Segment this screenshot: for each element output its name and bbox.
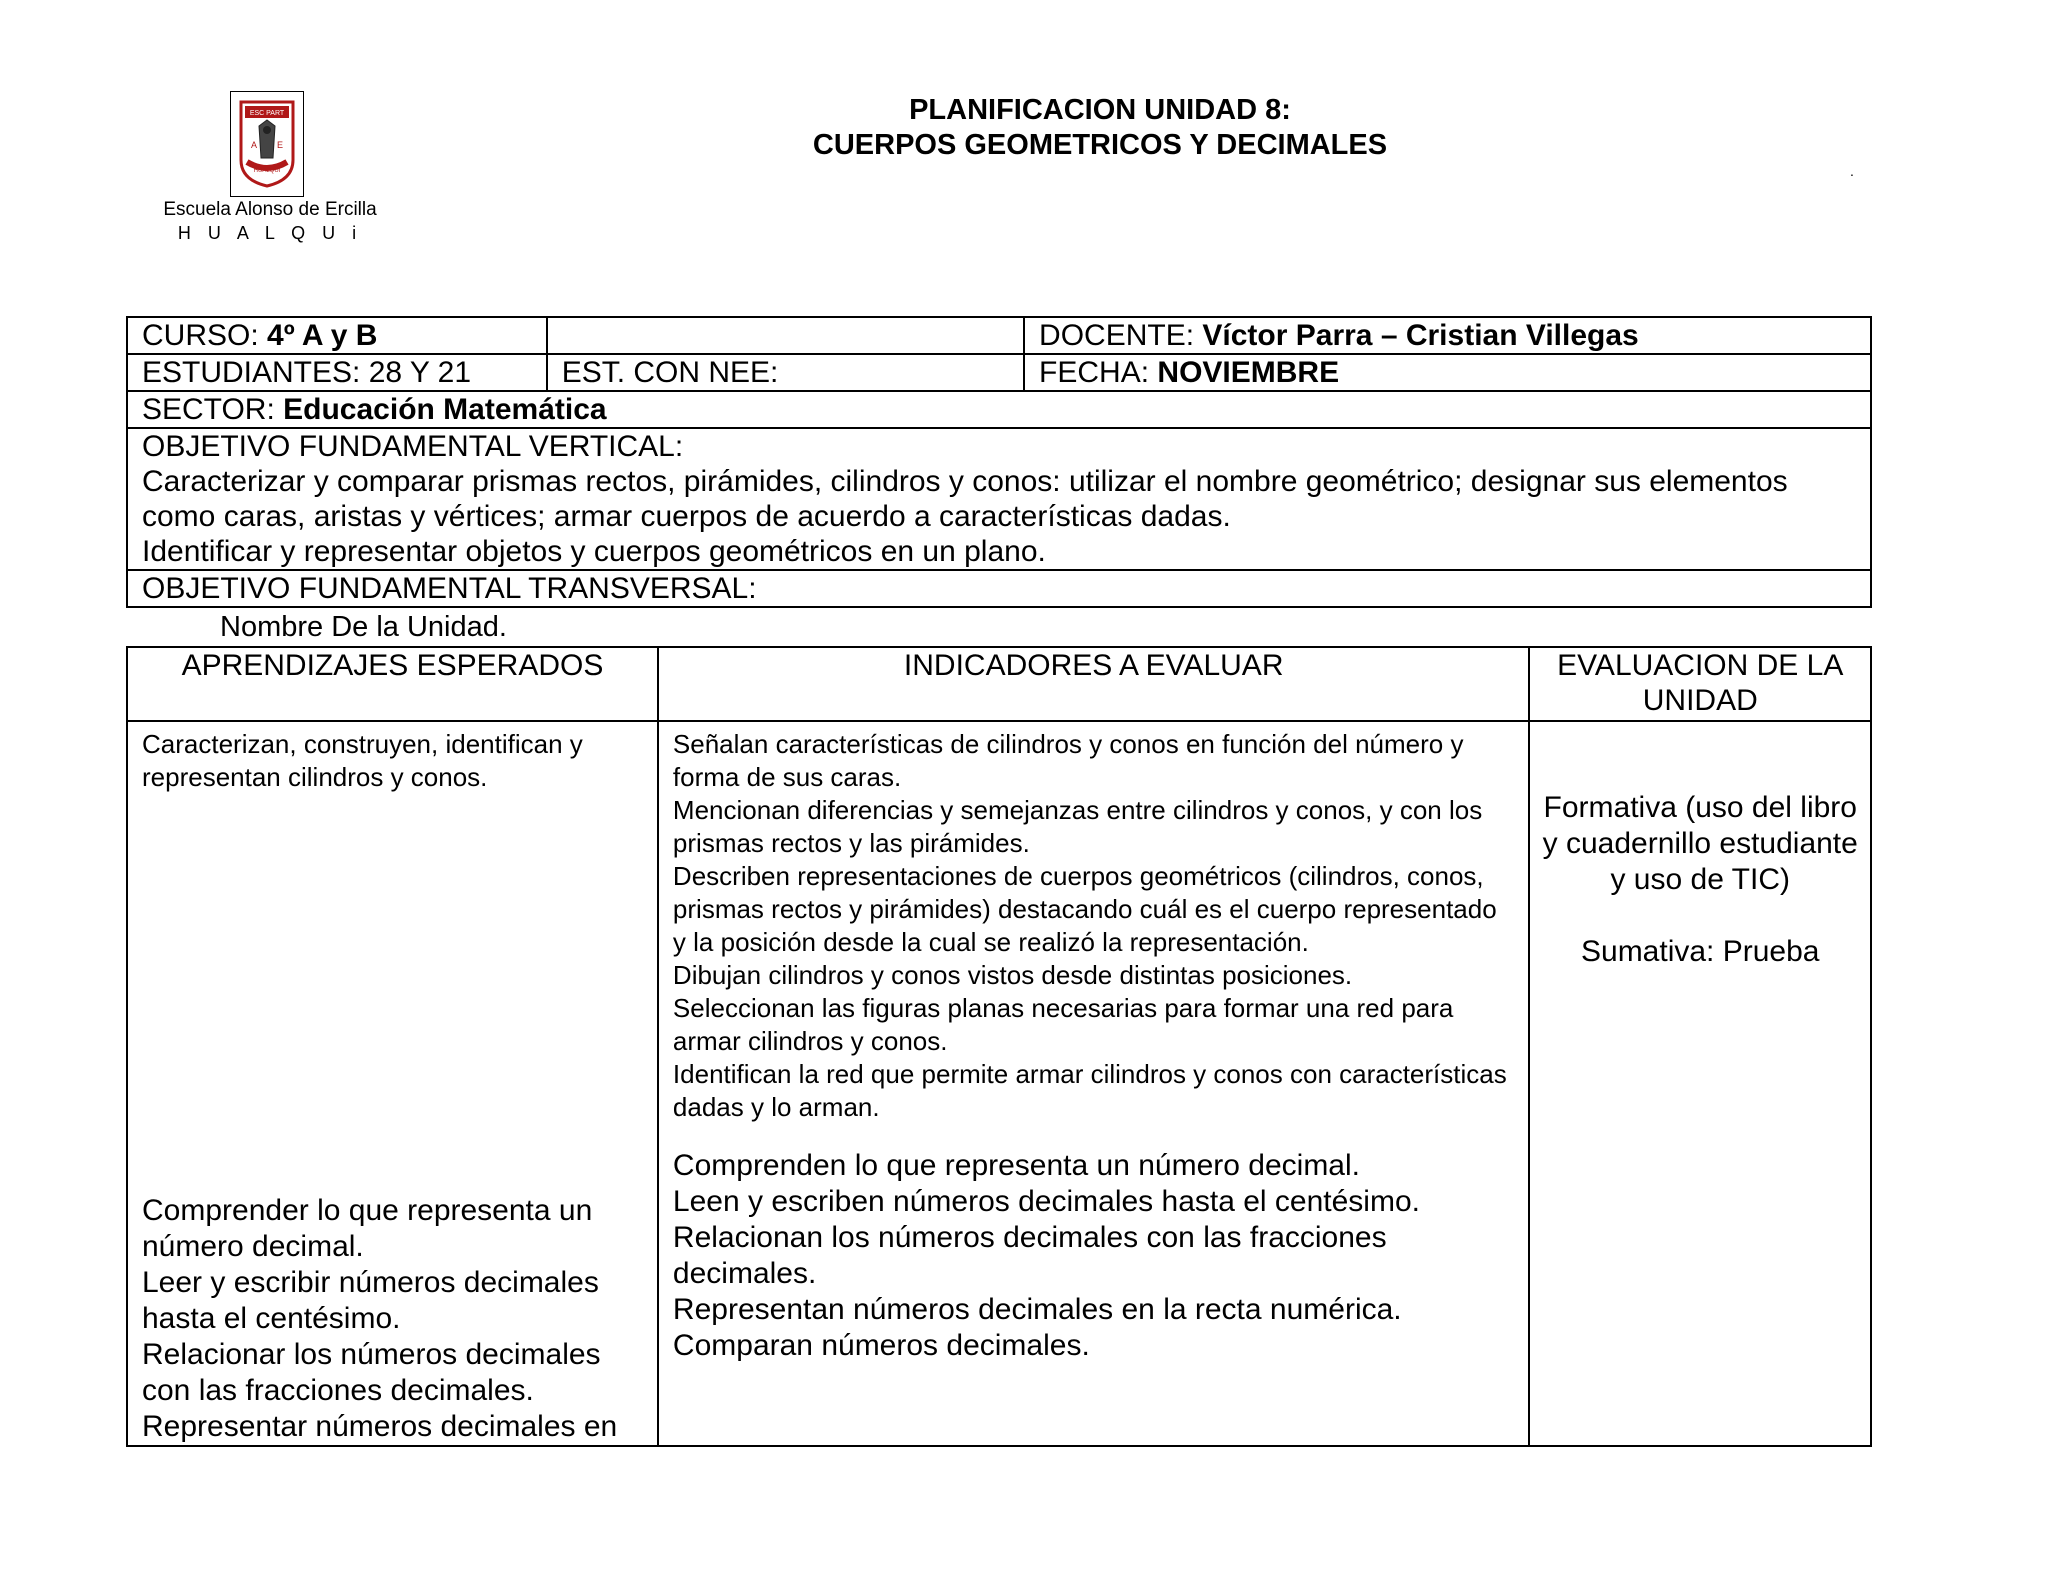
sector-label: SECTOR: [142,393,284,426]
evaluacion-formativa: Formativa (uso del libro y cuadernillo estudiante y uso de TIC) [1542,791,1858,896]
docente-cell [1024,317,1871,354]
list-item: Dibujan cilindros y conos vistos desde distintas posiciones. [672,960,1353,990]
school-city: H U A L Q U i [177,223,363,243]
curso-value: 4º A y B [267,319,378,352]
header-aprendizajes: APRENDIZAJES ESPERADOS [127,647,658,721]
list-item: Describen representaciones de cuerpos geométricos (cilindros, conos, prismas rectos y pirámides) destacando cuál es el cuerpo representado y la posición desde la cual se realizó la representación. [672,861,1497,957]
list-item: Comparan números decimales. [672,1329,1090,1362]
sector-cell [127,391,1871,428]
est-nee-cell: EST. CON NEE: [547,354,1024,391]
aprendizajes-decimales [142,1193,657,1445]
title-line-2: CUERPOS GEOMETRICOS Y DECIMALES [812,129,1388,161]
planning-table [126,646,1872,1447]
ofv-cell [127,428,1871,570]
svg-text:E: E [277,140,284,150]
list-item: Relacionar los números decimales con las fracciones decimales. [142,1338,601,1407]
svg-text:ESC PART: ESC PART [249,110,285,117]
header-indicadores: INDICADORES A EVALUAR [658,647,1530,721]
title-line-1: PLANIFICACION UNIDAD 8: [909,94,1291,126]
list-item: Leen y escriben números decimales hasta el centésimo. [672,1185,1420,1218]
info-table [126,316,1872,608]
empty-cell [547,317,1024,354]
stray-dot: . [1850,163,1854,179]
list-item: Representar números decimales en [142,1410,618,1443]
fecha-cell [1024,354,1871,391]
aprendizajes-geometria: Caracterizan, construyen, identifican y representan cilindros y conos. [142,729,583,792]
school-logo [230,91,304,197]
list-item: Mencionan diferencias y semejanzas entre cilindros y conos, y con los prismas rectos y las pirámides. [672,795,1483,858]
list-item: Comprender lo que representa un número decimal. [142,1194,593,1263]
list-item: Leer y escribir números decimales hasta el centésimo. [142,1266,599,1335]
list-item: Seleccionan las figuras planas necesarias para formar una red para armar cilindros y conos. [672,993,1454,1056]
list-item: Identifican la red que permite armar cilindros y conos con características dadas y lo arman. [672,1059,1507,1122]
svg-text:A: A [251,140,258,150]
indicadores-decimales [673,1148,1511,1364]
info-row-curso [127,317,1871,354]
docente-label: DOCENTE: [1039,319,1203,352]
indicadores-cell [658,721,1530,1446]
header-evaluacion: EVALUACION DE LA UNIDAD [1529,647,1871,721]
list-item: Señalan características de cilindros y conos en función del número y forma de sus caras. [672,729,1464,792]
planning-body-row [127,721,1871,1446]
evaluacion-cell [1529,721,1871,1446]
sector-value: Educación Matemática [283,393,607,426]
estudiantes-cell: ESTUDIANTES: 28 Y 21 [127,354,547,391]
page-title [700,93,1500,163]
indicadores-geometria [673,728,1511,1124]
list-item: Relacionan los números decimales con las fracciones decimales. [672,1221,1387,1290]
docente-value: Víctor Parra – Cristian Villegas [1202,319,1639,352]
curso-cell [127,317,547,354]
info-row-sector [127,391,1871,428]
fecha-label: FECHA: [1039,356,1158,389]
info-row-ofv [127,428,1871,570]
svg-text:HUALQUI: HUALQUI [253,168,281,174]
ofv-text-2: Identificar y representar objetos y cuerpos geométricos en un plano. [142,535,1046,568]
info-row-estudiantes [127,354,1871,391]
ofv-label: OBJETIVO FUNDAMENTAL VERTICAL: [142,430,684,463]
evaluacion-sumativa: Sumativa: Prueba [1581,935,1820,968]
curso-label: CURSO: [142,319,268,352]
info-row-oft [127,570,1871,607]
planning-header-row [127,647,1871,721]
ofv-text-1: Caracterizar y comparar prismas rectos, pirámides, cilindros y conos: utilizar el nombre geométrico; designar sus elementos como caras, aristas y vértices; armar cuerpos de acuerdo a características dadas. [142,465,1788,533]
list-item: Comprenden lo que representa un número decimal. [672,1149,1360,1182]
oft-cell: OBJETIVO FUNDAMENTAL TRANSVERSAL: [127,570,1871,607]
unit-name: Nombre De la Unidad. [220,611,507,643]
school-crest-icon [237,100,297,188]
fecha-value: NOVIEMBRE [1157,356,1340,389]
school-name: Escuela Alonso de Ercilla [163,199,377,220]
aprendizajes-cell [127,721,658,1446]
list-item: Representan números decimales en la recta numérica. [672,1293,1402,1326]
